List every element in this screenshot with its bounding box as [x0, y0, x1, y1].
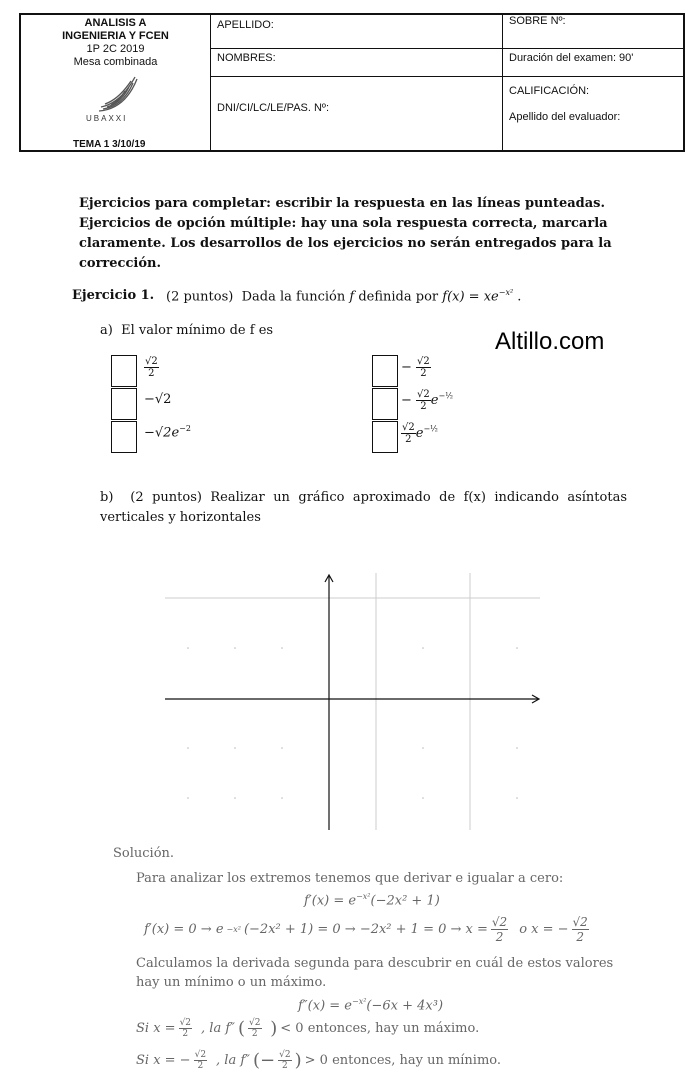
equation-exponent: −x²: [226, 925, 241, 934]
watermark-text: Altillo.com: [495, 328, 605, 355]
course-title: [21, 17, 210, 69]
case-text: , la f″: [201, 1021, 236, 1036]
fraction-den: 2: [420, 401, 427, 412]
statement-text: definida por: [358, 289, 439, 305]
equation-part: o x = −: [519, 922, 569, 937]
fraction: [416, 356, 431, 379]
option-checkbox[interactable]: [111, 421, 137, 453]
option-exponent: −½: [438, 391, 453, 401]
part-a-label: a): [100, 323, 113, 338]
fraction-den: 2: [405, 434, 412, 445]
fraction: [401, 422, 416, 445]
solution-equation: [304, 892, 440, 908]
ubaxxi-logo-icon: [91, 73, 143, 119]
evaluador-label: Apellido del evaluador:: [509, 111, 621, 123]
solution-text: Para analizar los extremos tenemos que derivar e igualar a cero:: [136, 871, 564, 886]
fraction: [416, 389, 431, 412]
fraction-num: √2: [417, 356, 430, 367]
fraction-num: √2: [194, 1050, 207, 1060]
solution-title: Solución.: [113, 846, 175, 861]
equation-exponent: −x²: [352, 997, 367, 1006]
function-name: f: [349, 289, 355, 305]
equation-part: f′(x) = 0 → e: [144, 922, 224, 937]
fraction: [572, 915, 589, 944]
option-checkbox[interactable]: [372, 388, 398, 420]
part-b-text: (2 puntos) Realizar un gráfico aproximado de f(x) indicando asíntotas verticales y horizontales: [100, 490, 627, 525]
fraction-den: 2: [182, 1029, 189, 1039]
fraction-num: √2: [179, 1018, 192, 1028]
equation-part: (−2x² + 1) = 0 → −2x² + 1 = 0 → x =: [243, 922, 488, 937]
solution-equation: [298, 997, 443, 1013]
option-exponent: −½: [423, 424, 438, 434]
case-text: Si x =: [136, 1021, 176, 1036]
solution-equation: [144, 915, 589, 944]
fraction-num: √2: [402, 422, 415, 433]
fraction: [491, 915, 508, 944]
option-exponent: −2: [179, 424, 191, 433]
course-title-line: 1P 2C 2019: [86, 43, 145, 55]
fraction-num: √2: [417, 389, 430, 400]
solution-text: Calculamos la derivada segunda para descubrir en cuál de estos valores hay un mínimo o un máximo.: [136, 956, 614, 990]
option-text: e: [430, 393, 439, 408]
header-divider: [502, 15, 503, 150]
course-title-line: ANALISIS A: [84, 17, 147, 29]
option-value: [401, 389, 453, 412]
option-value: [401, 356, 431, 379]
equation-exponent: −x²: [356, 892, 371, 901]
fraction: [179, 1018, 192, 1039]
fraction: [144, 356, 159, 379]
exercise-title: Ejercicio 1.: [72, 288, 155, 303]
part-b-question: [100, 488, 627, 528]
part-a-text: El valor mínimo de f es: [121, 323, 274, 338]
option-text: −√2e: [144, 425, 180, 441]
apellido-label: APELLIDO:: [217, 19, 274, 31]
option-value: −√2: [144, 392, 172, 407]
fraction-den: 2: [251, 1029, 258, 1039]
equation-part: f′(x) = e: [304, 893, 357, 909]
nombres-label: NOMBRES:: [217, 52, 276, 64]
exercise-statement: (2 puntos) Dada la función f definida por $f(x) = xe^{-x^2}$ .: [166, 288, 522, 305]
option-sign: −: [401, 360, 412, 375]
option-value: [401, 422, 438, 445]
case-text: > 0 entonces, hay un mínimo.: [304, 1053, 502, 1068]
fraction-den: 2: [576, 930, 584, 944]
fraction-num: √2: [145, 356, 158, 367]
logo-text: UBAXXI: [86, 114, 128, 123]
header-divider: [210, 48, 685, 49]
option-value: [144, 424, 191, 440]
header-divider: [210, 76, 685, 77]
calificacion-label: CALIFICACIÓN:: [509, 85, 590, 97]
fraction: [278, 1050, 291, 1071]
function-formula: f(x) = xe: [442, 289, 499, 305]
fraction-den: 2: [148, 368, 155, 379]
duracion-label: Duración del examen: 90': [509, 52, 634, 64]
part-b-label: b): [100, 490, 114, 505]
fraction-den: 2: [420, 368, 427, 379]
fraction-den: 2: [197, 1061, 204, 1071]
formula-exponent: −x²: [498, 288, 514, 297]
equation-part: f″(x) = e: [298, 998, 352, 1014]
course-title-line: Mesa combinada: [73, 56, 158, 68]
exam-tema: TEMA 1 3/10/19: [73, 139, 146, 150]
sobre-label: SOBRE Nº:: [509, 15, 566, 27]
dni-label: DNI/CI/LC/LE/PAS. Nº:: [217, 102, 330, 114]
fraction-num: √2: [249, 1018, 261, 1028]
equation-part: (−2x² + 1): [370, 893, 440, 909]
option-sign: −: [401, 393, 412, 408]
case-text: < 0 entonces, hay un máximo.: [280, 1021, 480, 1036]
fraction-num: √2: [491, 915, 508, 929]
option-checkbox[interactable]: [372, 421, 398, 453]
option-value: [144, 356, 159, 379]
option-text: e: [415, 426, 424, 441]
grid-dots: [187, 647, 518, 799]
header-divider: [210, 15, 211, 150]
instructions-paragraph: Ejercicios para completar: escribir la respuesta en las líneas punteadas. Ejercicios de opción múltiple: hay una sola respuesta correcta, marcarla claramente. Los desarrollos de los ejercicios no serán entregados para la corrección.: [79, 196, 612, 271]
solution-case: Si x = − $\frac{√2}{2}$ , la f″ (− $\frac{√2}{2}$ ) > 0 entonces, hay un mínimo.: [136, 1050, 502, 1071]
statement-text: Dada la función: [241, 289, 346, 305]
solution-case: Si x = $\frac{√2}{2}$ , la f″ ( $\frac{√2}{2}$ ) < 0 entonces, hay un máximo.: [136, 1018, 480, 1039]
exercise-points: (2 puntos): [166, 289, 234, 305]
option-checkbox[interactable]: [111, 355, 137, 387]
case-text: , la f″: [216, 1053, 251, 1068]
grid-lines: [165, 573, 540, 830]
fraction-num: √2: [279, 1050, 291, 1060]
part-a-question: [100, 323, 273, 338]
equation-part: (−6x + 4x³): [366, 998, 444, 1014]
fraction-den: 2: [282, 1061, 288, 1071]
case-text: Si x = −: [136, 1053, 191, 1068]
course-title-line: INGENIERIA Y FCEN: [62, 30, 169, 42]
fraction-num: √2: [572, 915, 588, 929]
fraction: [194, 1050, 207, 1071]
option-checkbox[interactable]: [111, 388, 137, 420]
option-checkbox[interactable]: [372, 355, 398, 387]
fraction: [248, 1018, 261, 1039]
fraction-den: 2: [495, 930, 504, 944]
coordinate-grid: [160, 570, 550, 835]
exam-header-table: [19, 13, 685, 152]
